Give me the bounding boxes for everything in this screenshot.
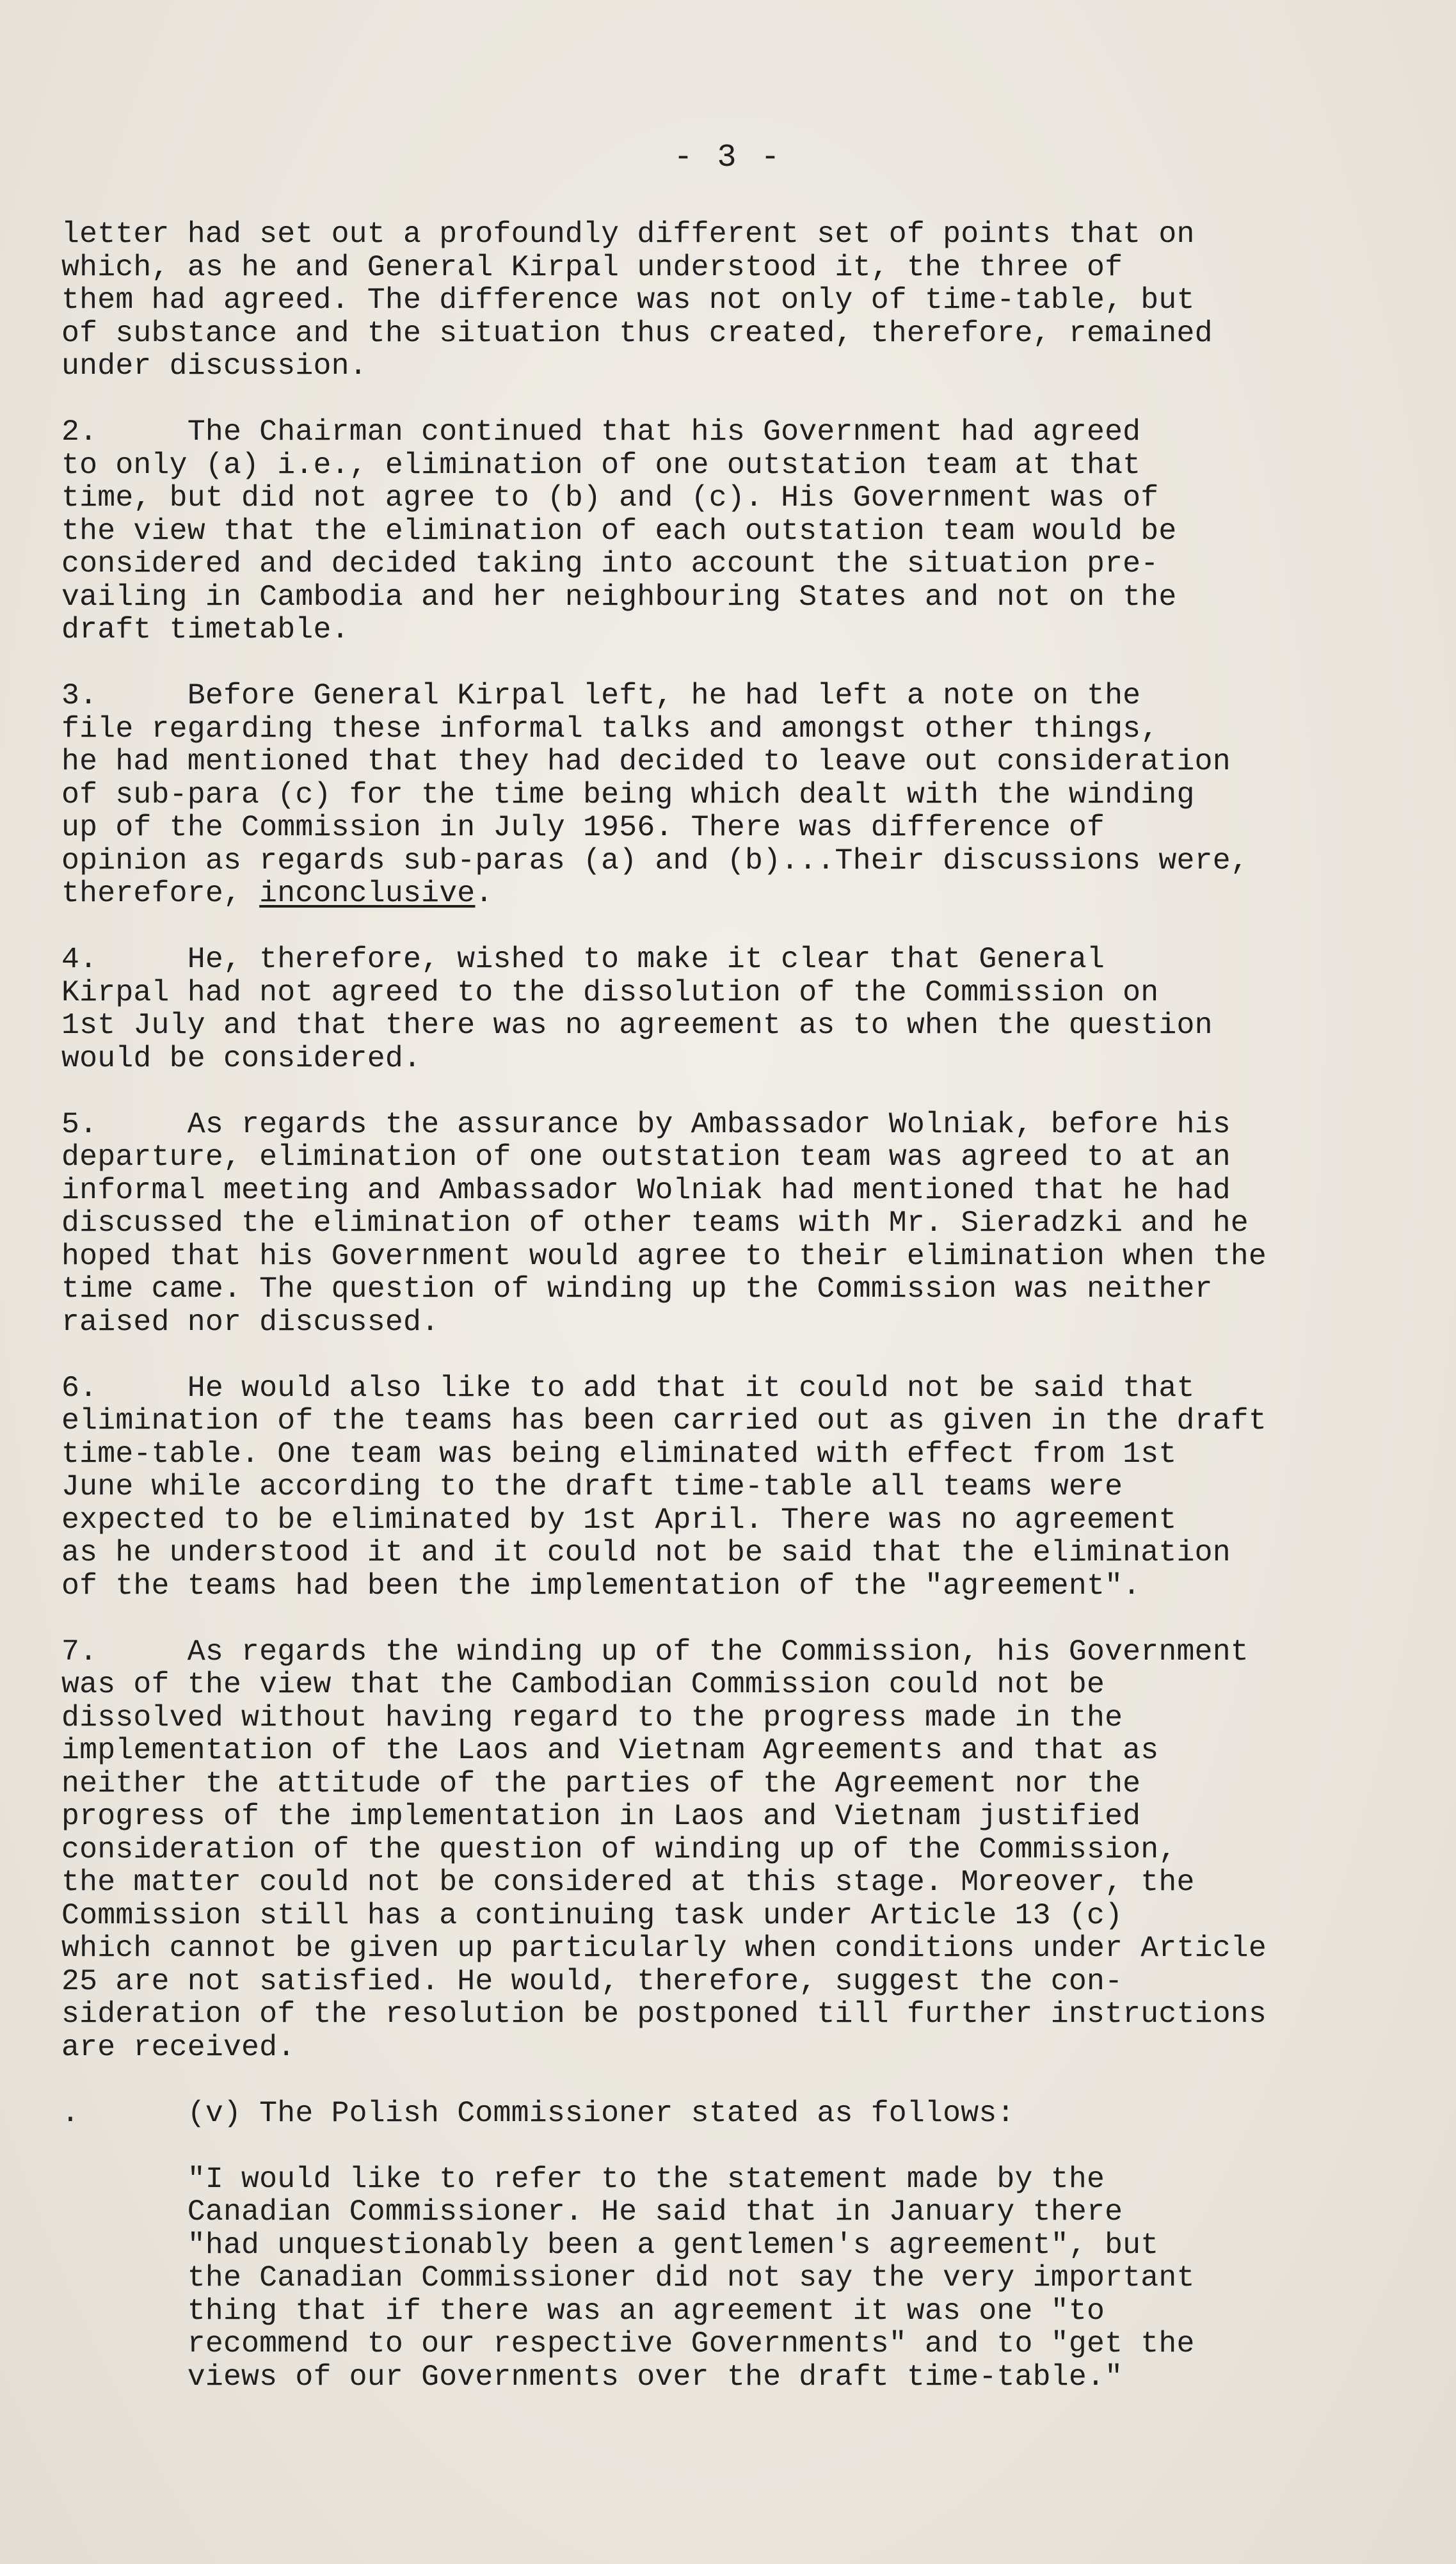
paragraph-6	[61, 1372, 1380, 1603]
text-line: "I would like to refer to the statement made by the	[61, 2161, 1105, 2196]
text-line: Commission still has a continuing task under Article 13 (c)	[61, 1898, 1123, 1932]
paragraph-polish-statement	[61, 2097, 1380, 2130]
text-line: time, but did not agree to (b) and (c). His Government was of	[61, 481, 1159, 515]
text-line: 2. The Chairman continued that his Government had agreed	[61, 415, 1141, 449]
text-line: them had agreed. The difference was not only of time-table, but	[61, 283, 1195, 317]
text-line: considered and decided taking into account the situation pre-	[61, 547, 1159, 581]
text-line: opinion as regards sub-paras (a) and (b)...Their discussions were,	[61, 843, 1249, 877]
text-line: time-table. One team was being eliminated with effect from 1st	[61, 1436, 1177, 1471]
text-line: "had unquestionably been a gentlemen's agreement", but	[61, 2227, 1159, 2262]
text-line: time came. The question of winding up the Commission was neither	[61, 1272, 1213, 1306]
text-line: 5. As regards the assurance by Ambassador Wolniak, before his	[61, 1107, 1231, 1141]
text-line: of the teams had been the implementation of the "agreement".	[61, 1568, 1141, 1603]
quoted-statement	[61, 2163, 1380, 2394]
text-line: June while according to the draft time-table all teams were	[61, 1470, 1123, 1503]
text-line: views of our Governments over the draft time-table."	[61, 2359, 1123, 2394]
text-line: as he understood it and it could not be said that the elimination	[61, 1535, 1231, 1569]
document-body	[61, 218, 1380, 2426]
text-line: informal meeting and Ambassador Wolniak had mentioned that he had	[61, 1173, 1231, 1207]
text-line: implementation of the Laos and Vietnam Agreements and that as	[61, 1733, 1159, 1767]
text-line: draft timetable.	[61, 613, 349, 646]
text-line: 6. He would also like to add that it could not be said that	[61, 1370, 1195, 1405]
text-line: the Canadian Commissioner did not say the very important	[61, 2261, 1195, 2295]
text-line: recommend to our respective Governments" and to "get the	[61, 2327, 1195, 2360]
text-line: would be considered.	[61, 1041, 422, 1075]
text-line: Kirpal had not agreed to the dissolution of the Commission on	[61, 975, 1159, 1009]
text-line: hoped that his Government would agree to their elimination when the	[61, 1238, 1267, 1273]
text-line: which cannot be given up particularly when conditions under Article	[61, 1931, 1267, 1965]
text-line: letter had set out a profoundly different set of points that on	[61, 217, 1195, 251]
paragraph-5	[61, 1108, 1380, 1339]
text-line: of substance and the situation thus created, therefore, remained	[61, 316, 1213, 350]
text-line: thing that if there was an agreement it was one "to	[61, 2293, 1105, 2328]
text-line: up of the Commission in July 1956. There was difference of	[61, 810, 1105, 844]
text-line: file regarding these informal talks and amongst other things,	[61, 711, 1159, 746]
page-number: - 3 -	[673, 140, 783, 176]
paragraph-7	[61, 1635, 1380, 2064]
text-line: sideration of the resolution be postponed till further instructions	[61, 1997, 1267, 2031]
text-line: to only (a) i.e., elimination of one outstation team at that	[61, 447, 1141, 482]
text-line: the view that the elimination of each outstation team would be	[61, 513, 1177, 548]
text-line: he had mentioned that they had decided to leave out consideration	[61, 744, 1231, 778]
underlined-word: inconclusive	[259, 876, 476, 910]
text-line	[61, 877, 1380, 910]
text-line: discussed the elimination of other teams with Mr. Sieradzki and he	[61, 1206, 1249, 1240]
text-fragment: therefore,	[61, 876, 260, 910]
text-line: which, as he and General Kirpal understood it, the three of	[61, 250, 1123, 284]
text-line: vailing in Cambodia and her neighbouring States and not on the	[61, 579, 1177, 614]
text-line: of sub-para (c) for the time being which dealt with the winding	[61, 777, 1195, 812]
text-line: Canadian Commissioner. He said that in January there	[61, 2195, 1123, 2229]
text-line: the matter could not be considered at this stage. Moreover, the	[61, 1865, 1195, 1899]
text-fragment: .	[475, 876, 493, 910]
paragraph-2	[61, 415, 1380, 646]
text-line: neither the attitude of the parties of the Agreement nor the	[61, 1766, 1141, 1800]
text-line: elimination of the teams has been carried out as given in the draft	[61, 1404, 1267, 1438]
text-line: expected to be eliminated by 1st April. There was no agreement	[61, 1502, 1177, 1537]
text-line: 3. Before General Kirpal left, he had left a note on the	[61, 678, 1141, 712]
text-line: 4. He, therefore, wished to make it clear that General	[61, 942, 1105, 976]
text-line: consideration of the question of winding up of the Commission,	[61, 1832, 1177, 1866]
paragraph-4	[61, 943, 1380, 1075]
paragraph-continuation	[61, 218, 1380, 383]
text-line: are received.	[61, 2030, 296, 2064]
text-line: raised nor discussed.	[61, 1304, 440, 1339]
text-line: was of the view that the Cambodian Commission could not be	[61, 1667, 1105, 1701]
text-line: 1st July and that there was no agreement as to when the question	[61, 1008, 1213, 1042]
text-line: progress of the implementation in Laos and Vietnam justified	[61, 1799, 1141, 1833]
text-line: 25 are not satisfied. He would, therefore, suggest the con-	[61, 1964, 1123, 1998]
text-line: . (v) The Polish Commissioner stated as follows:	[61, 2095, 1015, 2130]
paragraph-3	[61, 679, 1380, 910]
text-line: dissolved without having regard to the progress made in the	[61, 1700, 1123, 1735]
text-line: 7. As regards the winding up of the Commission, his Government	[61, 1634, 1249, 1669]
text-line: under discussion.	[61, 349, 367, 383]
text-line: departure, elimination of one outstation team was agreed to at an	[61, 1140, 1231, 1174]
